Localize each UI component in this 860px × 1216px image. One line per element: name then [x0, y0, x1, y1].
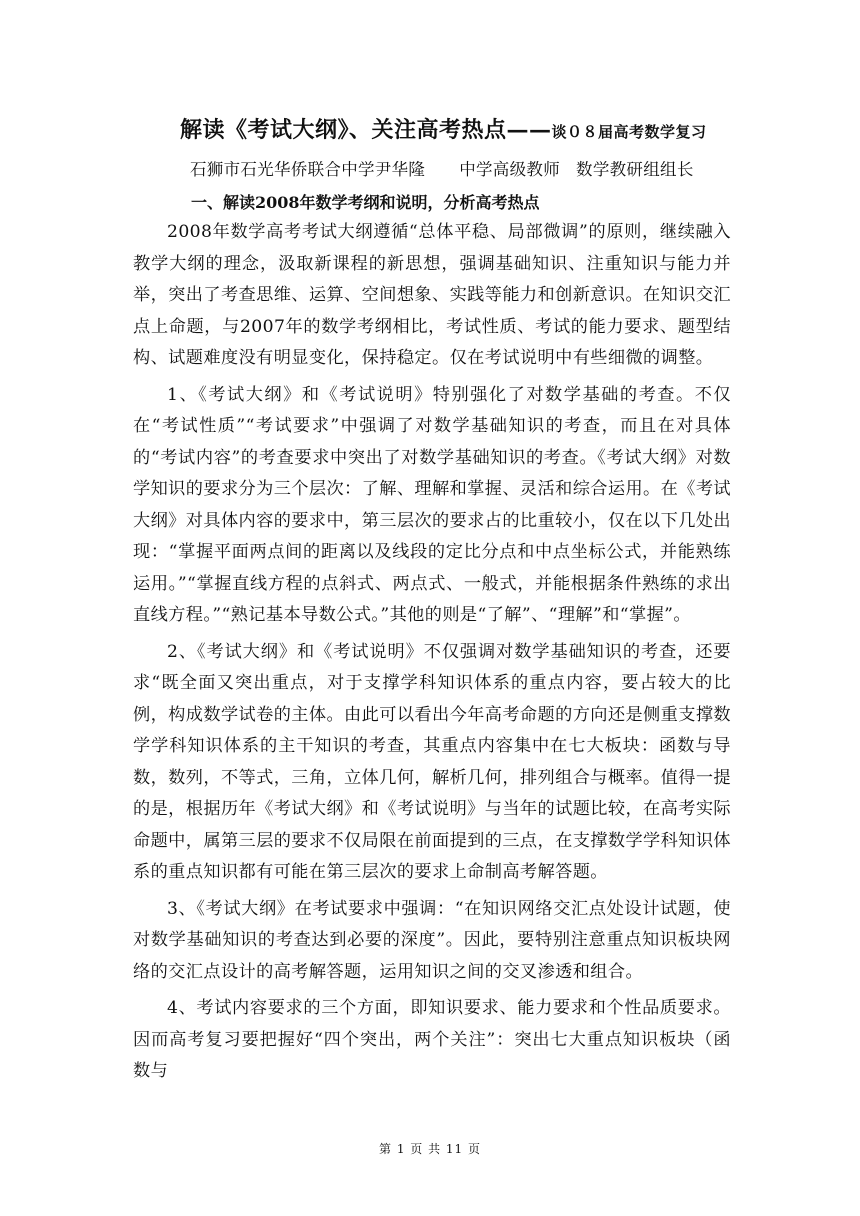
paragraph-point-3: 3、《考试大纲》在考试要求中强调：“在知识网络交汇点处设计试题，使对数学基础知识的考查达到必要的深度”。因此，要特别注意重点知识板块网络的交汇点设计的高考解答题，运用知识之间的交叉渗透和组合。: [133, 898, 731, 982]
author-affiliation: 石狮市石光华侨联合中学尹华隆: [190, 160, 426, 179]
section-heading: 一、解读2008年数学考纲和说明，分析高考热点: [191, 193, 540, 212]
title-subtitle: 谈０８届高考数学复习: [551, 123, 707, 141]
paragraph-point-4: 4、考试内容要求的三个方面，即知识要求、能力要求和个性品质要求。因而高考复习要把握好“四个突出，两个关注”：突出七大重点知识板块（函数与: [133, 998, 731, 1081]
document-body: [133, 217, 731, 1093]
document-title: [180, 113, 780, 144]
page-footer: 第 1 页 共 11 页: [379, 1142, 481, 1156]
author-rank: 中学高级教师: [459, 160, 561, 179]
author-position: 数学教研组组长: [576, 160, 694, 179]
paragraph-point-2: 2、《考试大纲》和《考试说明》不仅强调对数学基础知识的考查，还要求“既全面又突出重点，对于支撑学科知识体系的重点内容，要占较大的比例，构成数学试卷的主体。由此可以看出今年高考命题的方向还是侧重支撑数学学科知识体系的主干知识的考查，其重点内容集中在七大板块：函数与导数，数列，不等式，三角，立体几何，解析几何，排列组合与概率。值得一提的是，根据历年《考试大纲》和《考试说明》与当年的试题比较，在高考实际命题中，属第三层的要求不仅局限在前面提到的三点，在支撑数学学科知识体系的重点知识都有可能在第三层次的要求上命制高考解答题。: [133, 641, 731, 882]
paragraph-point-1: 1、《考试大纲》和《考试说明》特别强化了对数学基础的考查。不仅在“考试性质”“考试要求”中强调了对数学基础知识的考查，而且在对具体的“考试内容”的考查要求中突出了对数学基础知识的考查。《考试大纲》对数学知识的要求分为三个层次：了解、理解和掌握、灵活和综合运用。在《考试大纲》对具体内容的要求中，第三层次的要求占的比重较小，仅在以下几处出现：“掌握平面两点间的距离以及线段的定比分点和中点坐标公式，并能熟练运用。”“掌握直线方程的点斜式、两点式、一般式，并能根据条件熟练的求出直线方程。”“熟记基本导数公式。”其他的则是“了解”、“理解”和“掌握”。: [133, 384, 731, 625]
paragraph-intro: 2008年数学高考考试大纲遵循“总体平稳、局部微调”的原则，继续融入教学大纲的理念，汲取新课程的新思想，强调基础知识、注重知识与能力并举，突出了考查思维、运算、空间想象、实践等能力和创新意识。在知识交汇点上命题，与2007年的数学考纲相比，考试性质、考试的能力要求、题型结构、试题难度没有明显变化，保持稳定。仅在考试说明中有些细微的调整。: [133, 222, 731, 368]
author-line: [190, 156, 790, 180]
title-main: 解读《考试大纲》、关注高考热点——: [180, 117, 552, 143]
